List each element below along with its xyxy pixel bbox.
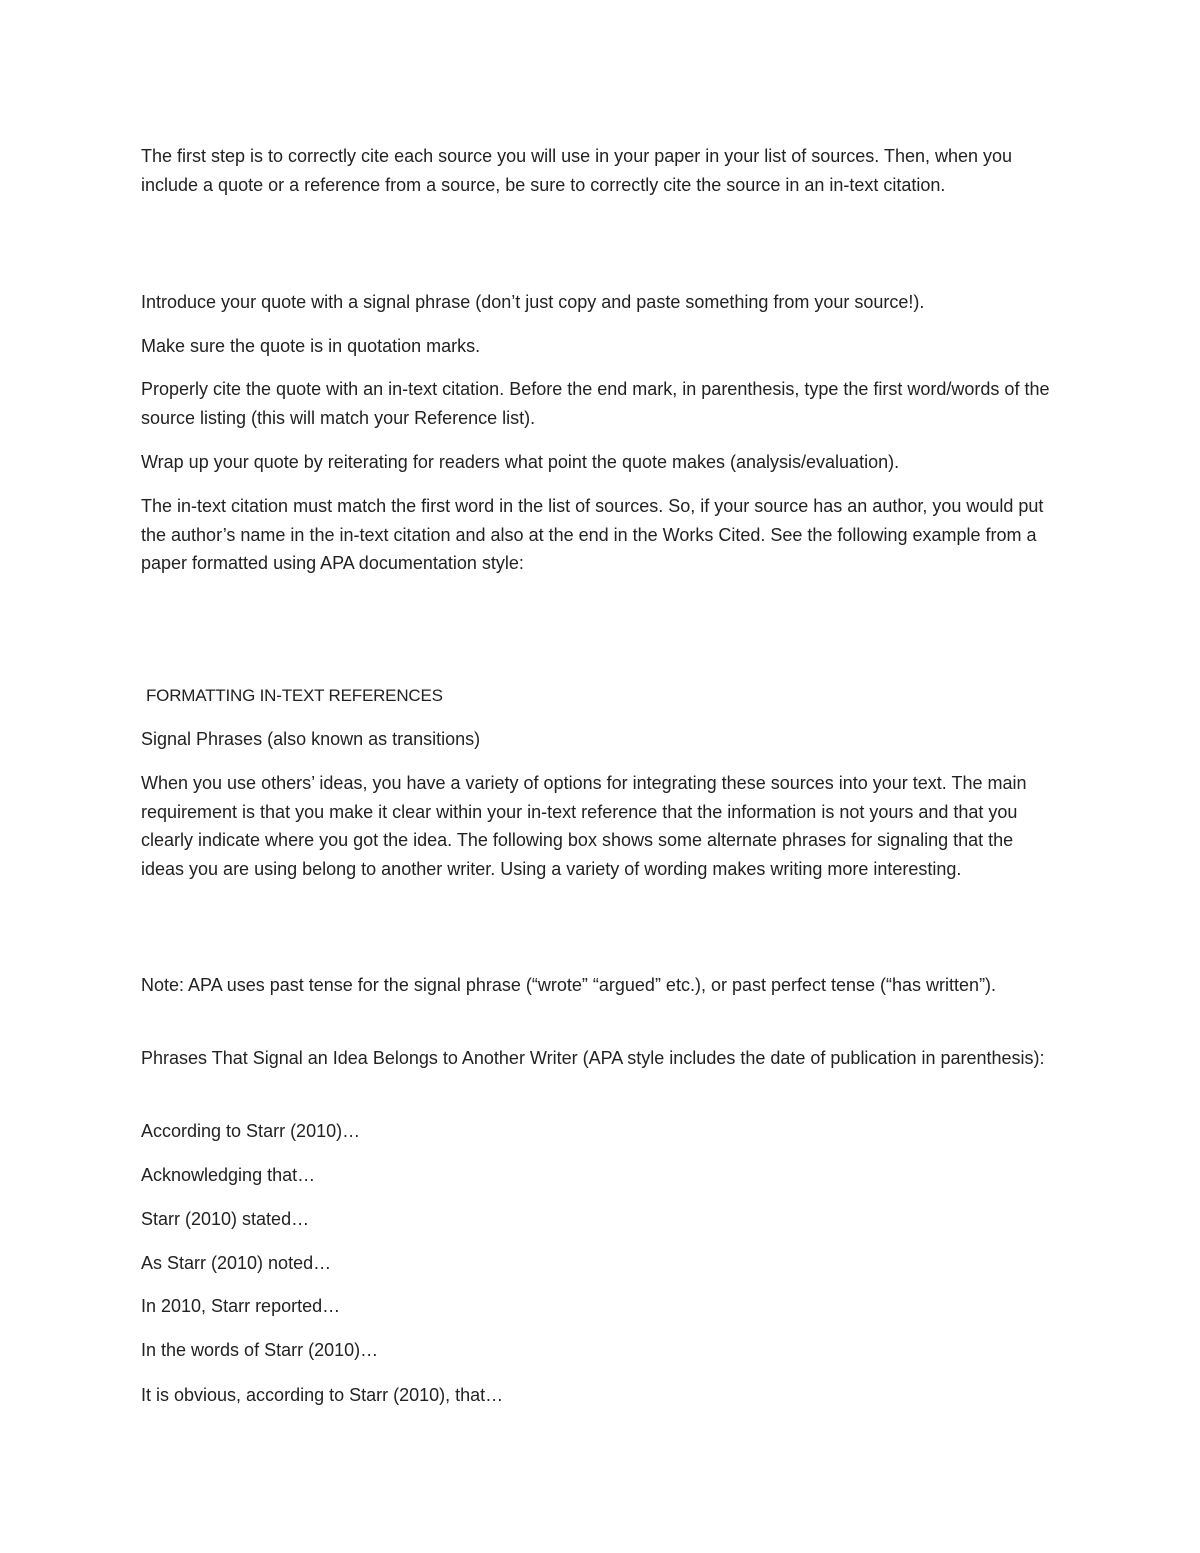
signal-phrase-item: As Starr (2010) noted… [141,1253,332,1273]
section-heading: FORMATTING IN-TEXT REFERENCES [146,686,443,705]
subheading-signal-phrases: Signal Phrases (also known as transitions) [141,729,481,749]
signal-phrase-item: Acknowledging that… [141,1165,316,1185]
step-wrap-up: Wrap up your quote by reiterating for readers what point the quote makes (analysis/evaluation). [141,452,900,472]
intro-paragraph: The first step is to correctly cite each source you will use in your paper in your list of sources. Then, when you include a quote or a reference from a source, be sure to correctly cite the source in an in-text citation. [141,146,1013,195]
citation-match-paragraph: The in-text citation must match the first word in the list of sources. So, if your source has an author, you would put the author’s name in the in-text citation and also at the end in the Works Cited. See the following example from a paper formatted using APA documentation style: [141,496,1044,573]
others-ideas-paragraph: When you use others’ ideas, you have a variety of options for integrating these sources into your text. The main requirement is that you make it clear within your in-text reference that the information is not yours and that you clearly indicate where you got the idea. The following box shows some alternate phrases for signaling that the ideas you are using belong to another writer. Using a variety of wording makes writing more interesting. [141,773,1027,879]
signal-phrase-item: According to Starr (2010)… [141,1121,361,1141]
signal-phrase-item: In 2010, Starr reported… [141,1296,341,1316]
step-cite-quote: Properly cite the quote with an in-text citation. Before the end mark, in parenthesis, type the first word/words of the source listing (this will match your Reference list). [141,379,1050,428]
step-quotation-marks: Make sure the quote is in quotation marks. [141,336,481,356]
signal-phrase-item: In the words of Starr (2010)… [141,1340,379,1360]
step-signal-phrase: Introduce your quote with a signal phrase (don’t just copy and paste something from your source!). [141,292,925,312]
apa-tense-note: Note: APA uses past tense for the signal phrase (“wrote” “argued” etc.), or past perfect tense (“has written”). [141,975,997,995]
signal-phrases-intro: Phrases That Signal an Idea Belongs to Another Writer (APA style includes the date of publication in parenthesis): [141,1048,1045,1068]
signal-phrase-item: Starr (2010) stated… [141,1209,310,1229]
signal-phrase-item: It is obvious, according to Starr (2010), that… [141,1385,504,1405]
